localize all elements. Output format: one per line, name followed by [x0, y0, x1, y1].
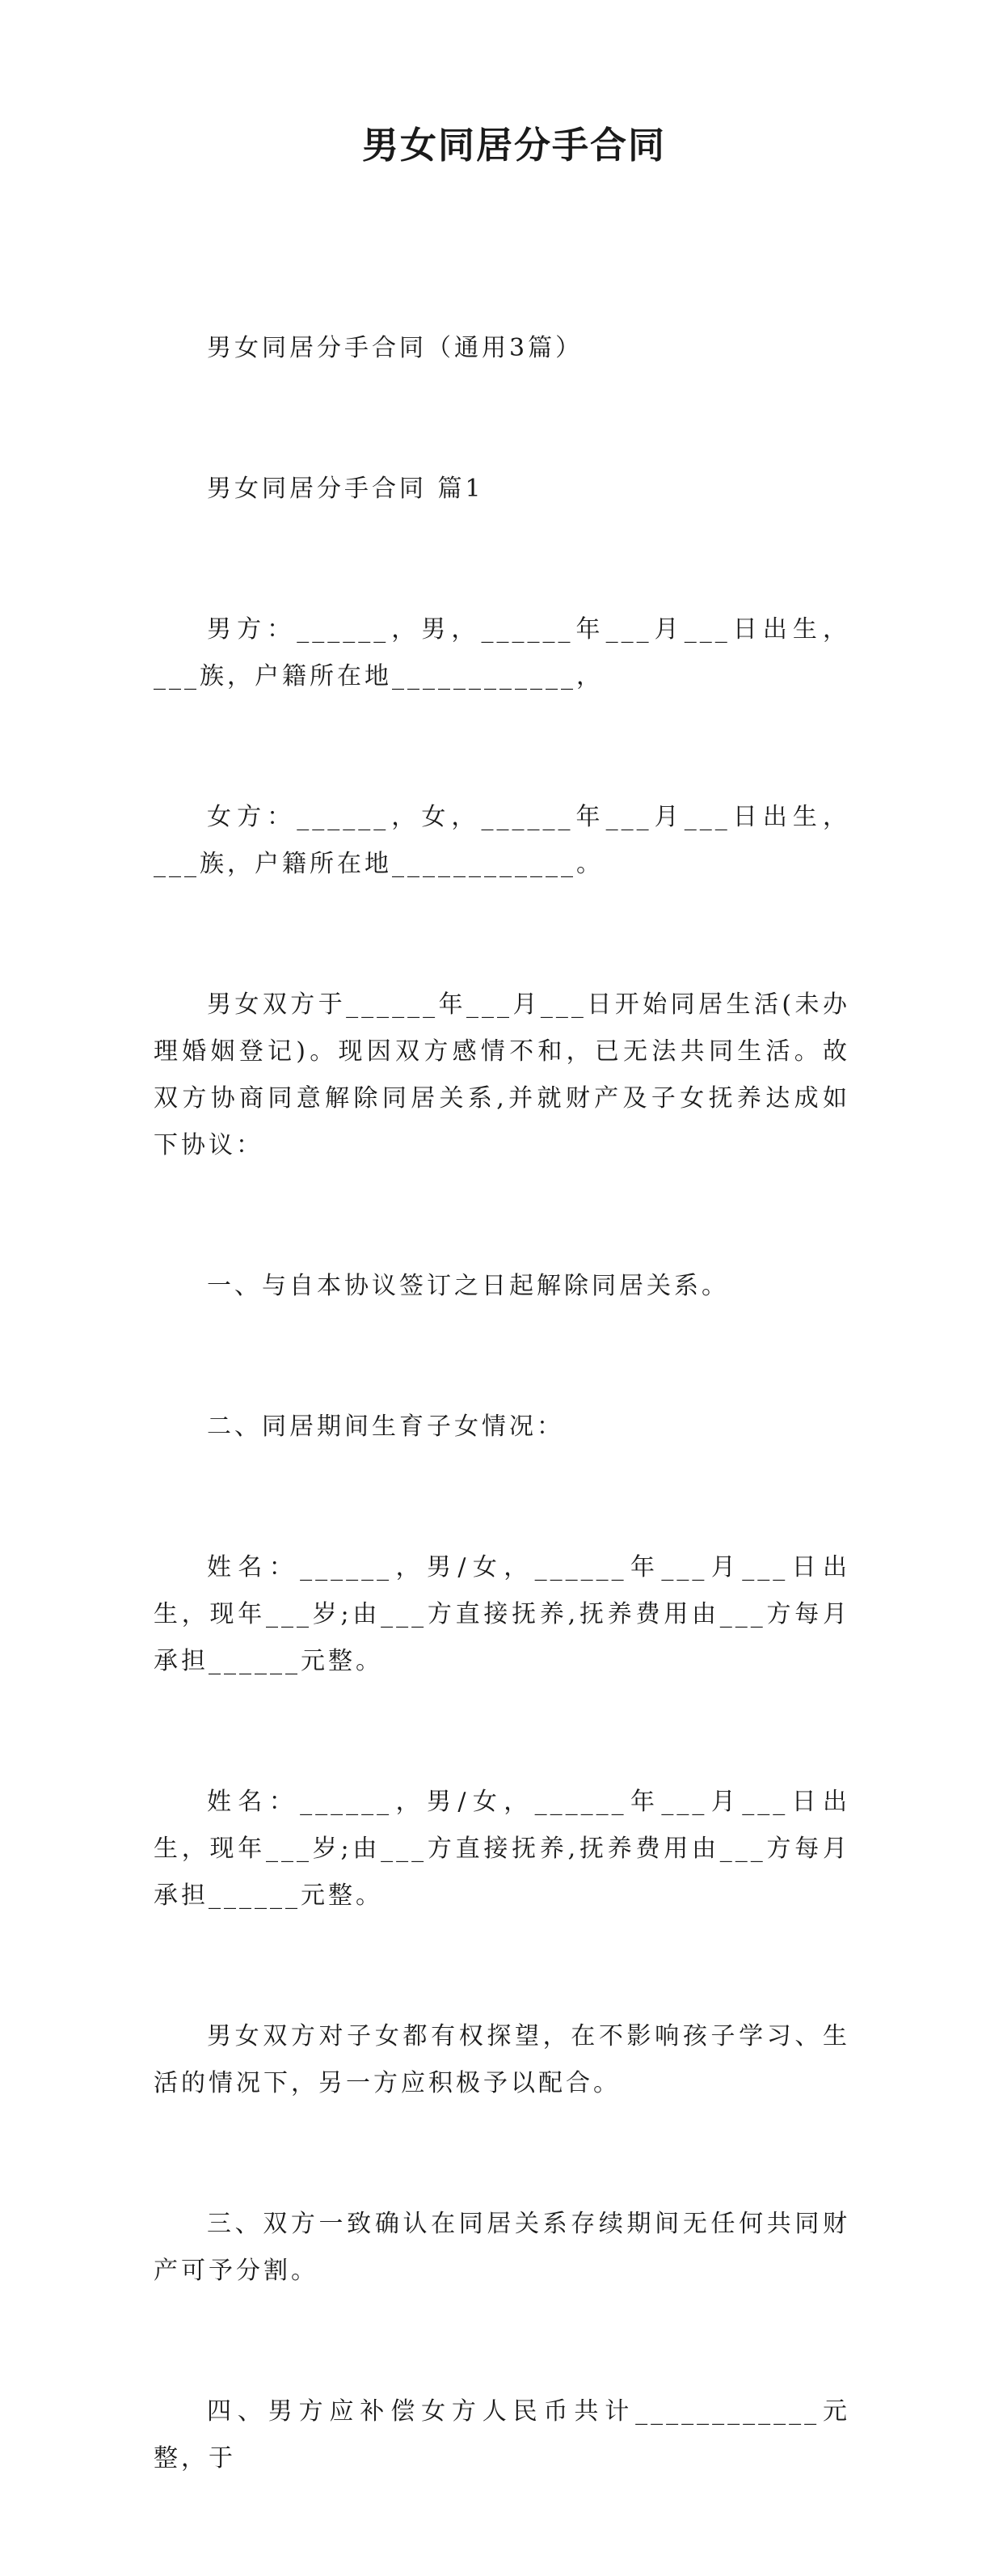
paragraph-visitation: 男女双方对子女都有权探望，在不影响孩子学习、生活的情况下，另一方应积极予以配合。 [154, 2022, 850, 2097]
document-page [154, 113, 850, 2576]
paragraph-male-party: 男方：______，男，______年___月___日出生，___族，户籍所在地____________， [154, 615, 850, 690]
paragraph-child-2: 姓名：______，男/女，______年___月___日出生，现年___岁;由___方直接抚养,抚养费用由___方每月承担______元整。 [154, 1788, 850, 1910]
paragraph-clause-1: 一、与自本协议签订之日起解除同居关系。 [207, 1272, 729, 1300]
paragraph-female-party: 女方：______，女，______年___月___日出生，___族，户籍所在地____________。 [154, 803, 850, 878]
paragraph-section-heading: 男女同居分手合同 篇1 [207, 475, 484, 503]
paragraph-subtitle: 男女同居分手合同（通用3篇） [207, 334, 584, 362]
paragraph-clause-4: 四、男方应补偿女方人民币共计____________元整，于 [154, 2397, 850, 2473]
paragraph-clause-3: 三、双方一致确认在同居关系存续期间无任何共同财产可予分割。 [154, 2210, 850, 2285]
paragraph-child-1: 姓名：______，男/女，______年___月___日出生，现年___岁;由___方直接抚养,抚养费用由___方每月承担______元整。 [154, 1553, 850, 1675]
paragraph-clause-2: 二、同居期间生育子女情况： [207, 1413, 564, 1441]
paragraph-preamble: 男女双方于______年___月___日开始同居生活(未办理婚姻登记)。现因双方感情不和，已无法共同生活。故双方协商同意解除同居关系,并就财产及子女抚养达成如下协议： [154, 990, 850, 1159]
document-body [154, 231, 850, 2576]
document-title: 男女同居分手合同 [361, 124, 666, 167]
